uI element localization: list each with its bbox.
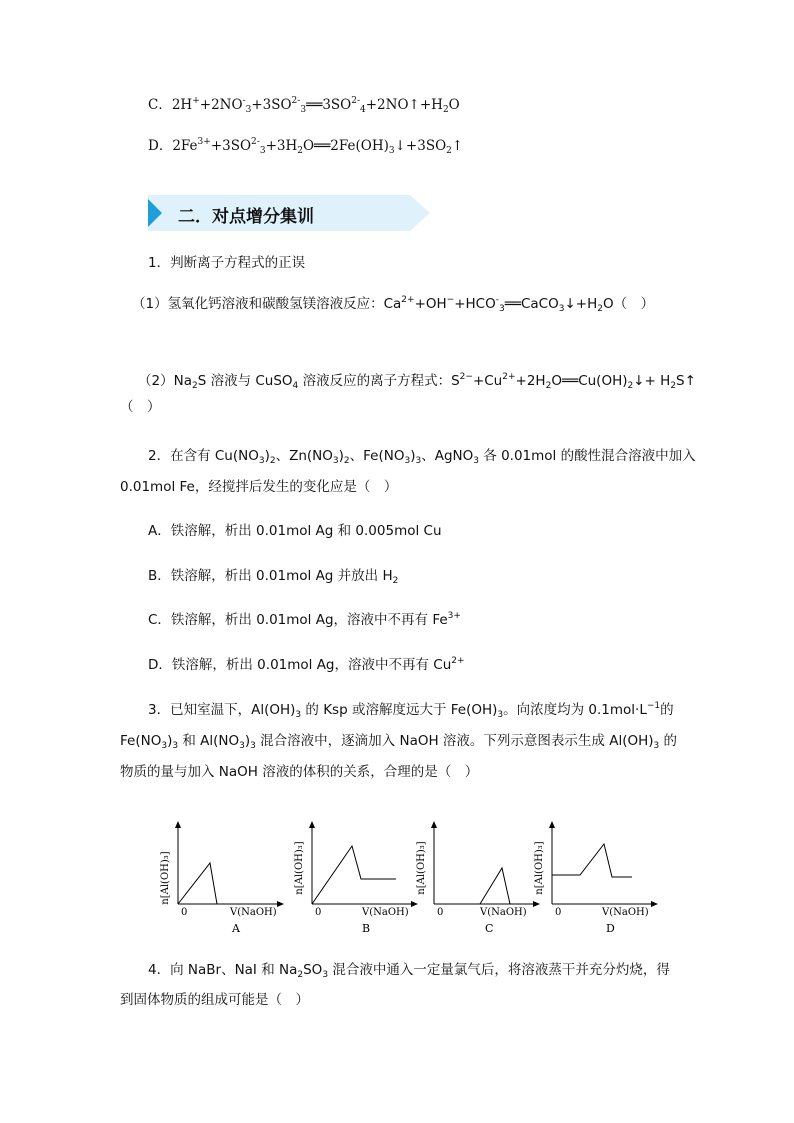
origin-label: 0 <box>181 907 188 918</box>
q2-option-d: D．铁溶解，析出 0.01mol Ag，溶液中不再有 $Cu^{2+}$ <box>148 656 465 673</box>
q2-option-b: B．铁溶解，析出 0.01mol Ag 并放出 $H_2$ <box>148 568 399 586</box>
svg-text:B: B <box>362 922 371 935</box>
x-label: V(NaOH) <box>230 907 277 918</box>
svg-text:n[Al(OH)₃]: n[Al(OH)₃] <box>534 841 545 895</box>
q2-line1: 2．在含有 $Cu(NO_3)_2$、$Zn(NO_3)_2$、$Fe(NO_3)_3$、AgNO$_3$ 各 0.01mol 的酸性混合溶液中加入 <box>148 448 696 466</box>
y-axis-arrow-icon <box>431 821 437 828</box>
curve <box>312 846 396 904</box>
q2-option-c: C．铁溶解，析出 0.01mol Ag，溶液中不再有 $Fe^{3+}$ <box>148 611 461 628</box>
y-label: n[Al(OH)₃] <box>160 851 171 905</box>
y-axis-arrow-icon <box>549 821 555 828</box>
graph-label: A <box>232 922 240 935</box>
q3-line3: 物质的量与加入 NaOH 溶液的体积的关系，合理的是（ ） <box>120 764 479 780</box>
graph-a <box>160 818 290 938</box>
q1-sub2-blank: （ ） <box>120 399 161 415</box>
graph-d <box>534 818 664 938</box>
curve <box>480 868 510 904</box>
svg-text:V(NaOH): V(NaOH) <box>602 907 649 918</box>
curve <box>552 844 632 877</box>
svg-text:D: D <box>606 922 615 935</box>
svg-text:n[Al(OH)₃]: n[Al(OH)₃] <box>294 841 305 895</box>
section-title: 二．对点增分集训 <box>178 207 314 227</box>
graph-c <box>416 818 546 938</box>
x-axis-arrow-icon <box>651 901 658 907</box>
q2-option-a: A．铁溶解，析出 0.01mol Ag 和 0.005mol Cu <box>148 523 442 539</box>
q4-line1: 4．向 NaBr、NaI 和 $Na_2SO_3$ 混合液中通入一定量氯气后，将溶液蒸干并充分灼烧，得 <box>148 962 670 980</box>
svg-text:V(NaOH): V(NaOH) <box>362 907 409 918</box>
graph-b <box>294 818 424 938</box>
y-axis-arrow-icon <box>175 821 181 828</box>
svg-text:n[Al(OH)₃]: n[Al(OH)₃] <box>416 841 427 895</box>
q3-line1: 3．已知室温下，$Al(OH)_3$ 的 Ksp 或溶解度远大于 $Fe(OH)_3$。向浓度均为 $0.1mol\cdot L^{-1}$的 <box>148 701 674 720</box>
q1-sub2: $(2)Na_2S$ 溶液与 CuSO$_4$ 溶液反应的离子方程式：$S^{2-}+Cu^{2+}+2H_2O══Cu(OH)_2↓+$ $H_2S↑$ <box>138 372 696 391</box>
q3-line2: $Fe(NO_3)_3$ 和 $Al(NO_3)_3$ 混合溶液中，逐滴加入 NaOH 溶液。下列示意图表示生成 $Al(OH)_3$ 的 <box>120 733 678 751</box>
svg-text:0: 0 <box>555 907 562 918</box>
svg-text:C: C <box>485 922 494 935</box>
option-d-prev: D．$2Fe^{3+}+3SO^{2-}_3+3H_2O══2Fe(OH)_3↓+3SO_2↑$ <box>148 137 464 156</box>
curve <box>178 863 217 904</box>
option-label: C． <box>148 97 172 113</box>
option-c-prev: C．$2H^++2NO^-_3+3SO^{2-}_3══3SO^{2-}_4+2NO↑+H_2O$ <box>148 96 460 115</box>
svg-text:V(NaOH): V(NaOH) <box>480 907 527 918</box>
q4-line2: 到固体物质的组成可能是（ ） <box>120 992 309 1008</box>
svg-text:0: 0 <box>437 907 444 918</box>
q2-line2: 0.01mol Fe，经搅拌后发生的变化应是（ ） <box>120 479 398 495</box>
x-axis-arrow-icon <box>277 901 284 907</box>
q1-sub1: （1）氢氧化钙溶液和碳酸氢镁溶液反应：$Ca^{2+}+OH^-+HCO^-_3══CaCO_3↓+H_2O$（ ） <box>132 295 655 314</box>
q1-stem: 1．判断离子方程式的正误 <box>148 255 306 271</box>
y-axis-arrow-icon <box>309 821 315 828</box>
svg-text:0: 0 <box>315 907 322 918</box>
